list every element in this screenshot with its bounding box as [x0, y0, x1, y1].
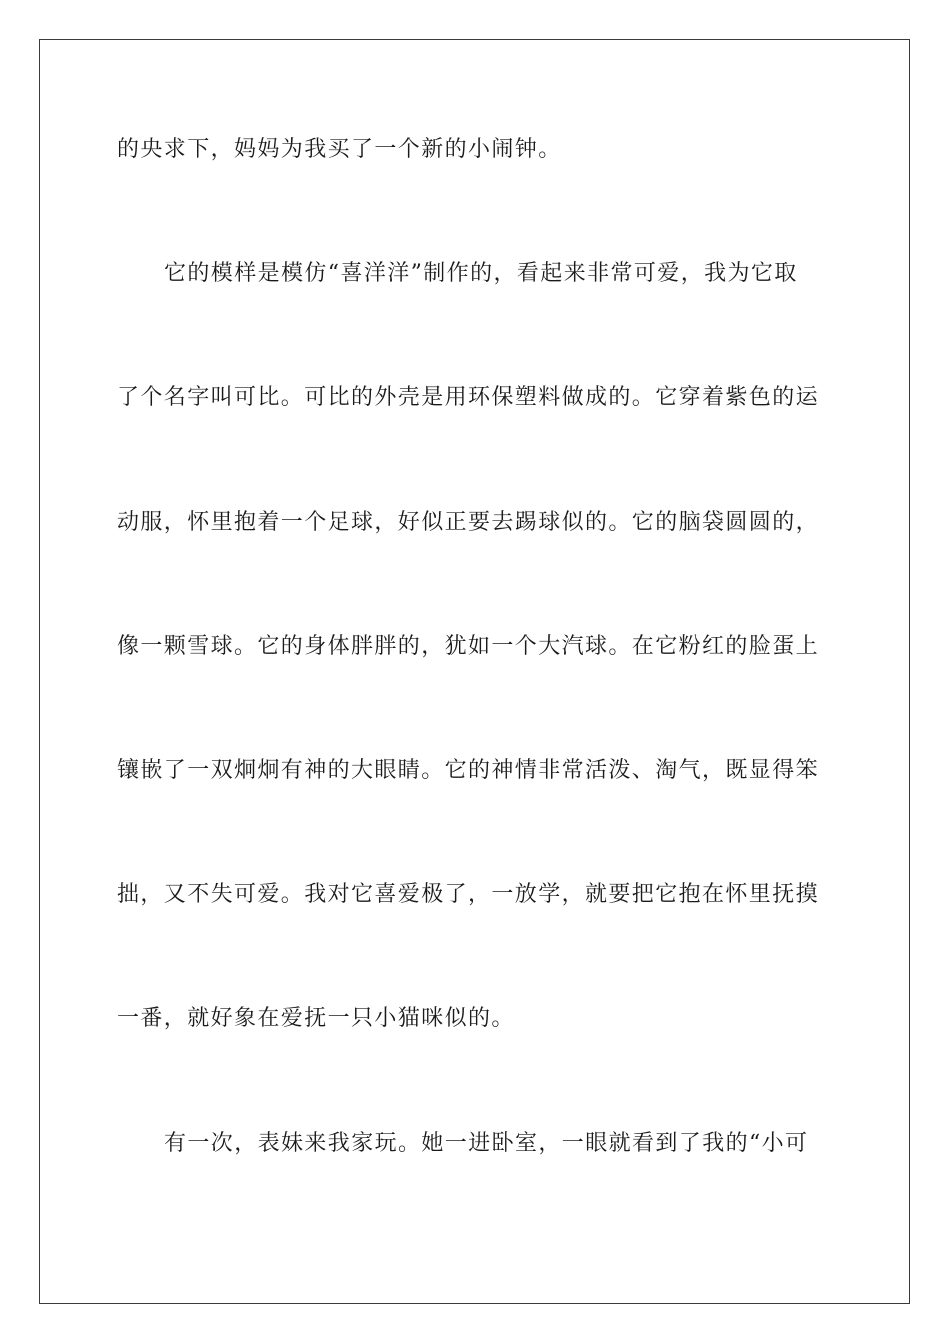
paragraph-line: 它的模样是模仿“喜洋洋”制作的，看起来非常可爱，我为它取	[164, 261, 798, 286]
paragraph-line: 拙，又不失可爱。我对它喜爱极了，一放学，就要把它抱在怀里抚摸	[117, 882, 820, 907]
paragraph-line: 有一次，表妹来我家玩。她一进卧室，一眼就看到了我的“小可	[164, 1131, 809, 1156]
paragraph-line: 镶嵌了一双炯炯有神的大眼睛。它的神情非常活泼、淘气，既显得笨	[117, 758, 820, 783]
paragraph-line: 动服，怀里抱着一个足球，好似正要去踢球似的。它的脑袋圆圆的，	[117, 510, 820, 535]
paragraph-line: 的央求下，妈妈为我买了一个新的小闹钟。	[117, 137, 562, 162]
page-border	[39, 39, 910, 1304]
paragraph-line: 一番，就好象在爱抚一只小猫咪似的。	[117, 1006, 515, 1031]
paragraph-line: 了个名字叫可比。可比的外壳是用环保塑料做成的。它穿着紫色的运	[117, 385, 820, 410]
paragraph-line: 像一颗雪球。它的身体胖胖的，犹如一个大汽球。在它粉红的脸蛋上	[117, 634, 820, 659]
